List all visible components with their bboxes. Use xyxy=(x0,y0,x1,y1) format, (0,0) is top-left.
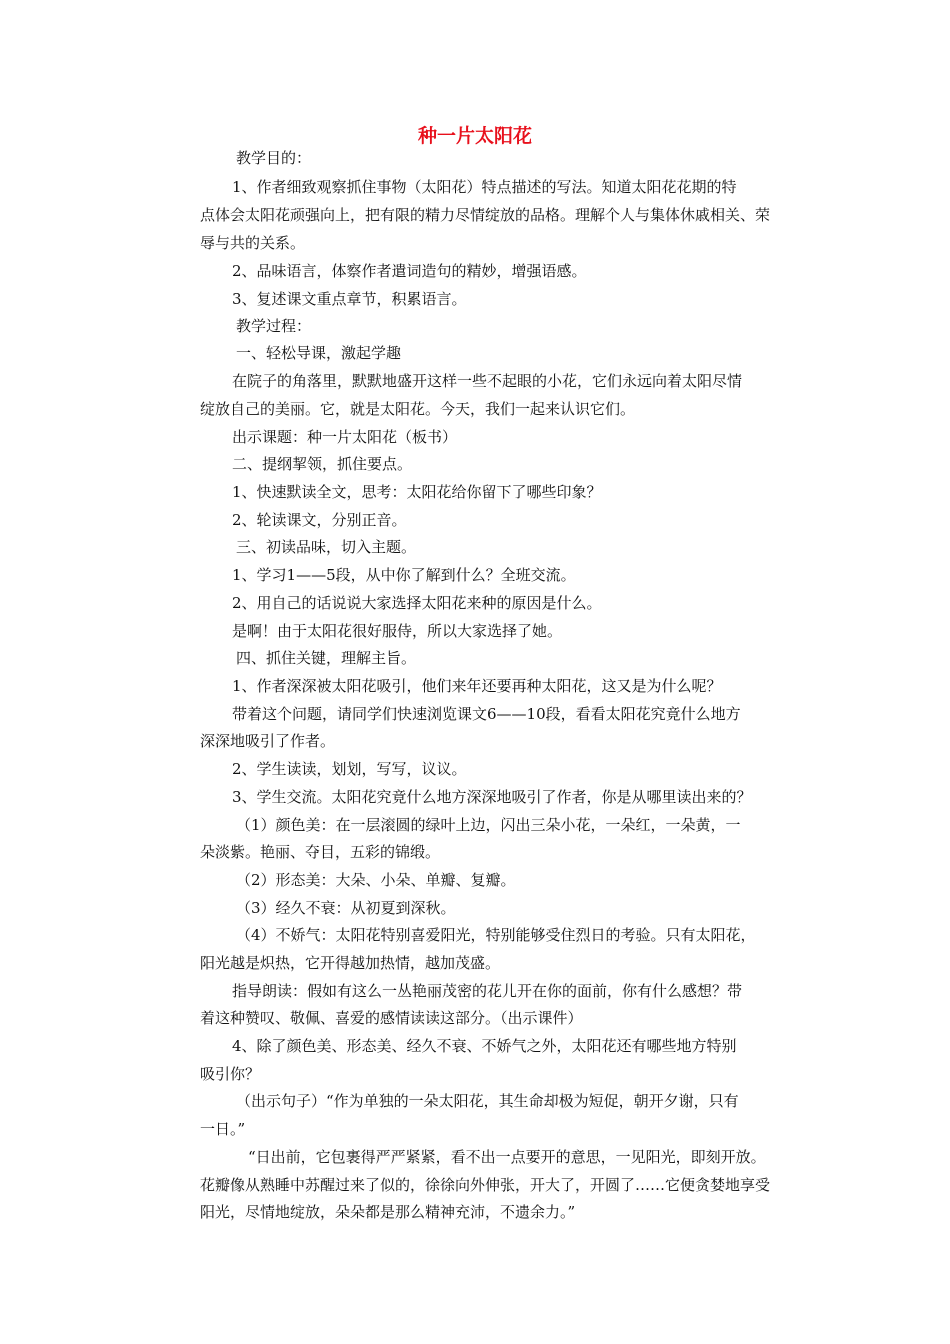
paragraph-line: 是啊！由于太阳花很好服侍，所以大家选择了她。 xyxy=(232,622,563,640)
paragraph-line: 点体会太阳花顽强向上，把有限的精力尽情绽放的品格。理解个人与集体休戚相关、荣 xyxy=(200,206,771,224)
document-title: 种一片太阳花 xyxy=(417,125,532,147)
heading-teaching-process: 教学过程： xyxy=(236,317,312,335)
paragraph-line: 1、快速默读全文，思考：太阳花给你留下了哪些印象？ xyxy=(232,483,602,501)
paragraph-line: 1、学习1——5段，从中你了解到什么？全班交流。 xyxy=(232,566,576,584)
paragraph-line: （2）形态美：大朵、小朵、单瓣、复瓣。 xyxy=(236,871,516,889)
quote-line: 阳光，尽情地绽放，朵朵都是那么精神充沛，不遗余力。” xyxy=(200,1203,576,1221)
paragraph-line: （1）颜色美：在一层滚圆的绿叶上边，闪出三朵小花，一朵红，一朵黄，一 xyxy=(236,816,741,834)
paragraph-line: 2、品味语言，体察作者遣词造句的精妙，增强语感。 xyxy=(232,262,587,280)
paragraph-line: 朵淡紫。艳丽、夺目，五彩的锦缎。 xyxy=(200,843,441,861)
paragraph-line: 带着这个问题，请同学们快速浏览课文6——10段，看看太阳花究竟什么地方 xyxy=(232,705,741,723)
section-heading: 四、抓住关键，理解主旨。 xyxy=(236,649,417,667)
paragraph-line: 3、复述课文重点章节，积累语言。 xyxy=(232,290,467,308)
paragraph-line: 着这种赞叹、敬佩、喜爱的感情读读这部分。（出示课件） xyxy=(200,1009,583,1027)
paragraph-line: 辱与共的关系。 xyxy=(200,234,306,252)
section-heading: 一、轻松导课，激起学趣 xyxy=(236,344,402,362)
paragraph-line: 在院子的角落里，默默地盛开这样一些不起眼的小花，它们永远向着太阳尽情 xyxy=(232,372,743,390)
paragraph-line: 绽放自己的美丽。它，就是太阳花。今天，我们一起来认识它们。 xyxy=(200,400,636,418)
paragraph-line: 深深地吸引了作者。 xyxy=(200,732,336,750)
heading-teaching-goals: 教学目的： xyxy=(236,149,312,167)
paragraph-line: （出示句子）“作为单独的一朵太阳花，其生命却极为短促，朝开夕谢，只有 xyxy=(236,1092,739,1110)
paragraph-line: 阳光越是炽热，它开得越加热情，越加茂盛。 xyxy=(200,954,501,972)
paragraph-line: 指导朗读：假如有这么一丛艳丽茂密的花儿开在你的面前，你有什么感想？带 xyxy=(232,982,743,1000)
paragraph-line: 出示课题：种一片太阳花（板书） xyxy=(232,428,458,446)
paragraph-line: （3）经久不衰：从初夏到深秋。 xyxy=(236,899,456,917)
paragraph-line: 2、轮读课文，分别正音。 xyxy=(232,511,407,529)
quote-line: “日出前，它包裹得严严紧紧，看不出一点要开的意思，一见阳光，即刻开放。 xyxy=(248,1148,766,1166)
paragraph-line: 1、作者深深被太阳花吸引，他们来年还要再种太阳花，这又是为什么呢？ xyxy=(232,677,722,695)
paragraph-line: 吸引你？ xyxy=(200,1065,261,1083)
paragraph-line: 3、学生交流。太阳花究竟什么地方深深地吸引了作者，你是从哪里读出来的？ xyxy=(232,788,752,806)
section-heading: 二、提纲挈领，抓住要点。 xyxy=(232,455,413,473)
paragraph-line: 4、除了颜色美、形态美、经久不衰、不娇气之外，太阳花还有哪些地方特别 xyxy=(232,1037,737,1055)
paragraph-line: 一日。” xyxy=(200,1120,246,1138)
paragraph-line: 2、用自己的话说说大家选择太阳花来种的原因是什么。 xyxy=(232,594,602,612)
paragraph-line: （4）不娇气：太阳花特别喜爱阳光，特别能够受住烈日的考验。只有太阳花， xyxy=(236,926,756,944)
paragraph-line: 1、作者细致观察抓住事物（太阳花）特点描述的写法。知道太阳花花期的特 xyxy=(232,178,737,196)
paragraph-line: 2、学生读读，划划，写写，议议。 xyxy=(232,760,467,778)
section-heading: 三、初读品味，切入主题。 xyxy=(236,538,417,556)
quote-line: 花瓣像从熟睡中苏醒过来了似的，徐徐向外伸张，开大了，开圆了……它便贪婪地享受 xyxy=(200,1176,771,1194)
